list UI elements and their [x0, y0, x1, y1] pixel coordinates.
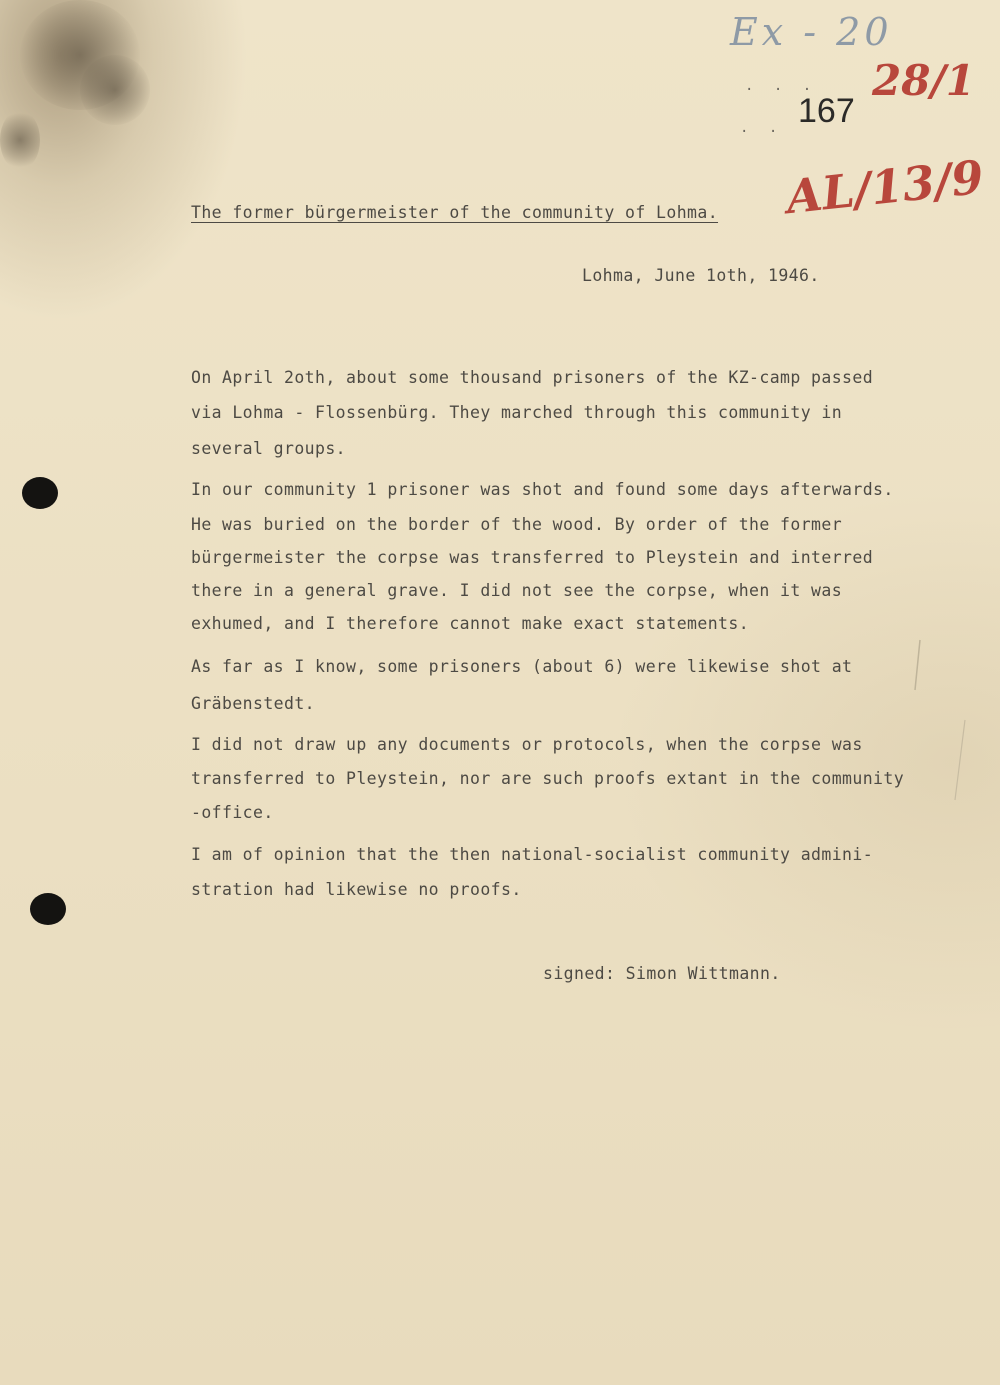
red-annotation-upper: 28/1 [872, 56, 976, 105]
paragraph-line: exhumed, and I therefore cannot make exact statements. [191, 614, 750, 633]
paragraph-line: I am of opinion that the then national-socialist community admini- [191, 845, 874, 864]
letter-heading: The former bürgermeister of the community of Lohma. [191, 203, 719, 222]
paragraph-line: He was buried on the border of the wood. By order of the former [191, 515, 843, 534]
paragraph-line: stration had likewise no proofs. [191, 880, 522, 899]
signature: signed: Simon Wittmann. [543, 964, 781, 983]
paragraph-line: On April 2oth, about some thousand prisoners of the KZ-camp passed [191, 368, 874, 387]
punch-hole-top [22, 477, 58, 509]
red-annotation-lower: AL/13/9 [783, 149, 986, 225]
paragraph-line: Gräbenstedt. [191, 694, 316, 713]
paragraph-line: via Lohma - Flossenbürg. They marched through this community in [191, 403, 843, 422]
dot-marks: . . . [745, 78, 818, 94]
place-date: Lohma, June 1oth, 1946. [582, 266, 820, 285]
ink-stain [0, 110, 40, 170]
paragraph-line: -office. [191, 803, 274, 822]
paragraph-line: bürgermeister the corpse was transferred to Pleystein and interred [191, 548, 874, 567]
ink-stain [80, 55, 150, 125]
page-number: 167 [798, 92, 855, 130]
punch-hole-bottom [30, 893, 66, 925]
paragraph-line: As far as I know, some prisoners (about 6) were likewise shot at [191, 657, 853, 676]
paragraph-line: several groups. [191, 439, 347, 458]
paragraph-line: I did not draw up any documents or protocols, when the corpse was [191, 735, 863, 754]
exhibit-pencil-mark: Ex - 20 [730, 10, 893, 54]
paragraph-line: transferred to Pleystein, nor are such proofs extant in the community [191, 769, 905, 788]
dot-marks: . . [740, 120, 784, 136]
paragraph-line: there in a general grave. I did not see the corpse, when it was [191, 581, 843, 600]
paragraph-line: In our community 1 prisoner was shot and found some days afterwards. [191, 480, 894, 499]
